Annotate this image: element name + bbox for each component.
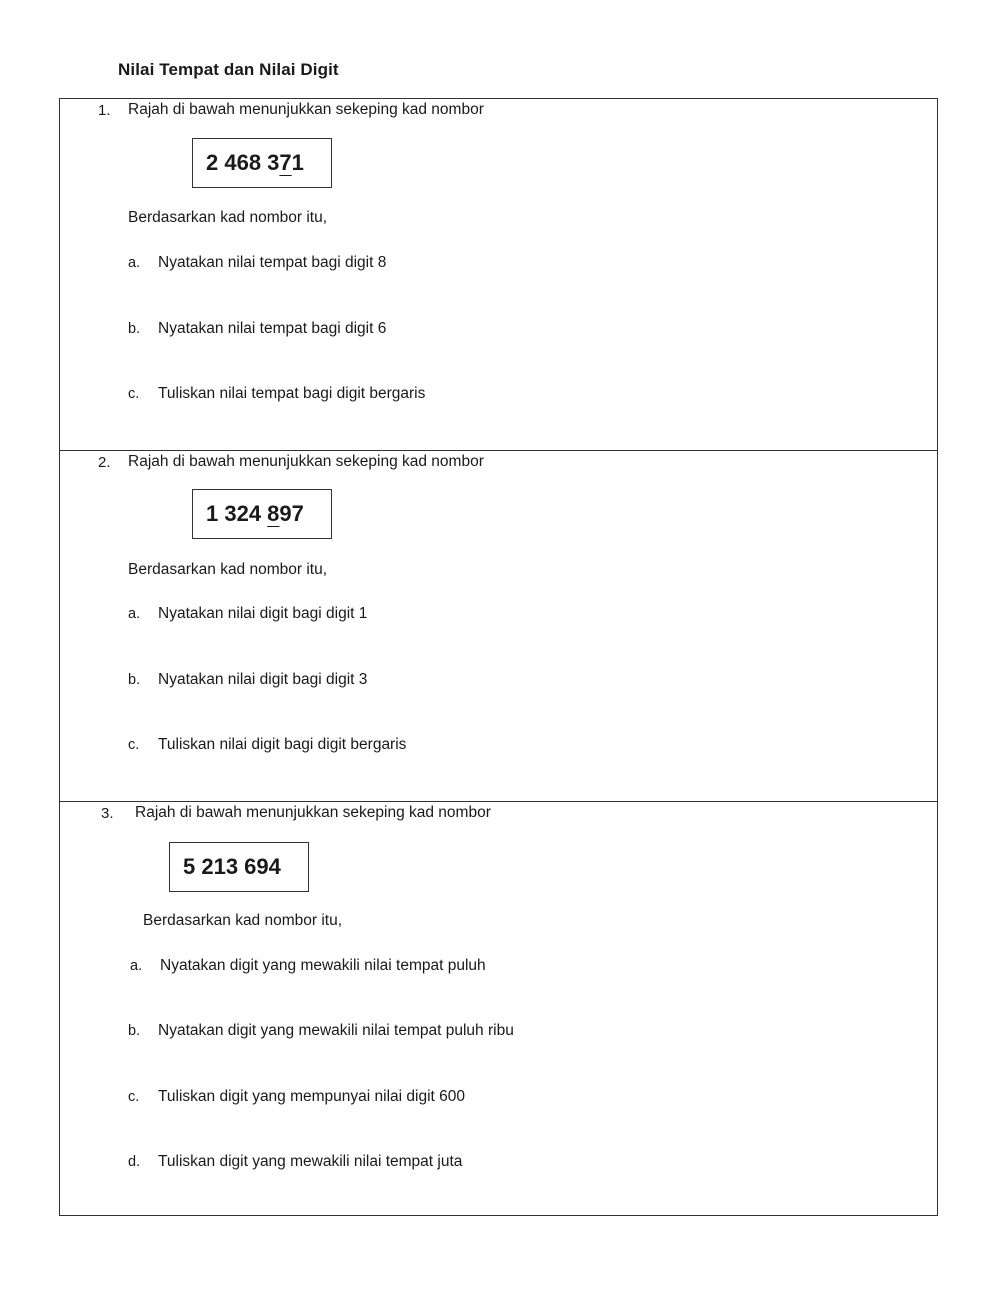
item-text: Nyatakan digit yang mewakili nilai tempat puluh (160, 957, 486, 974)
question-prompt: Rajah di bawah menunjukkan sekeping kad nombor (128, 453, 484, 470)
card-digits-after: 97 (279, 501, 304, 526)
question-2 (60, 451, 937, 802)
item-letter: c. (128, 386, 140, 402)
question-intro: Berdasarkan kad nombor itu, (128, 561, 328, 578)
item-letter: d. (128, 1154, 141, 1170)
item-text: Nyatakan nilai digit bagi digit 1 (158, 605, 368, 622)
item-text: Tuliskan digit yang mewakili nilai tempat juta (158, 1153, 463, 1170)
question-3 (60, 802, 937, 1215)
page-title: Nilai Tempat dan Nilai Digit (118, 60, 339, 79)
item-letter: b. (128, 1023, 141, 1039)
item-text: Tuliskan nilai digit bagi digit bergaris (158, 736, 407, 753)
question-intro: Berdasarkan kad nombor itu, (128, 209, 328, 226)
item-letter: a. (130, 958, 143, 974)
card-digits-before: 1 324 (206, 501, 268, 526)
question-intro: Berdasarkan kad nombor itu, (143, 912, 343, 929)
question-number: 2. (98, 454, 111, 471)
card-digits-before: 2 468 3 (206, 150, 280, 175)
number-card (192, 138, 332, 188)
item-text: Tuliskan digit yang mempunyai nilai digit 600 (158, 1088, 466, 1105)
number-card (169, 842, 309, 892)
question-1 (60, 99, 937, 451)
item-text: Nyatakan digit yang mewakili nilai tempat puluh ribu (158, 1022, 514, 1039)
item-letter: b. (128, 321, 141, 337)
question-prompt: Rajah di bawah menunjukkan sekeping kad nombor (128, 101, 484, 118)
item-letter: b. (128, 672, 141, 688)
worksheet-table (59, 98, 938, 1216)
card-underlined-digit: 7 (279, 150, 292, 175)
question-number: 1. (98, 102, 111, 119)
item-letter: c. (128, 1089, 140, 1105)
question-number: 3. (101, 805, 114, 822)
item-text: Nyatakan nilai digit bagi digit 3 (158, 671, 368, 688)
number-card (192, 489, 332, 539)
card-digits-after: 1 (291, 150, 304, 175)
item-text: Tuliskan nilai tempat bagi digit bergaris (158, 385, 426, 402)
item-letter: c. (128, 737, 140, 753)
item-letter: a. (128, 255, 141, 271)
card-underlined-digit: 8 (267, 501, 280, 526)
item-letter: a. (128, 606, 141, 622)
question-prompt: Rajah di bawah menunjukkan sekeping kad nombor (135, 804, 491, 821)
item-text: Nyatakan nilai tempat bagi digit 8 (158, 254, 387, 271)
item-text: Nyatakan nilai tempat bagi digit 6 (158, 320, 387, 337)
card-digits-before: 5 213 694 (183, 854, 281, 879)
